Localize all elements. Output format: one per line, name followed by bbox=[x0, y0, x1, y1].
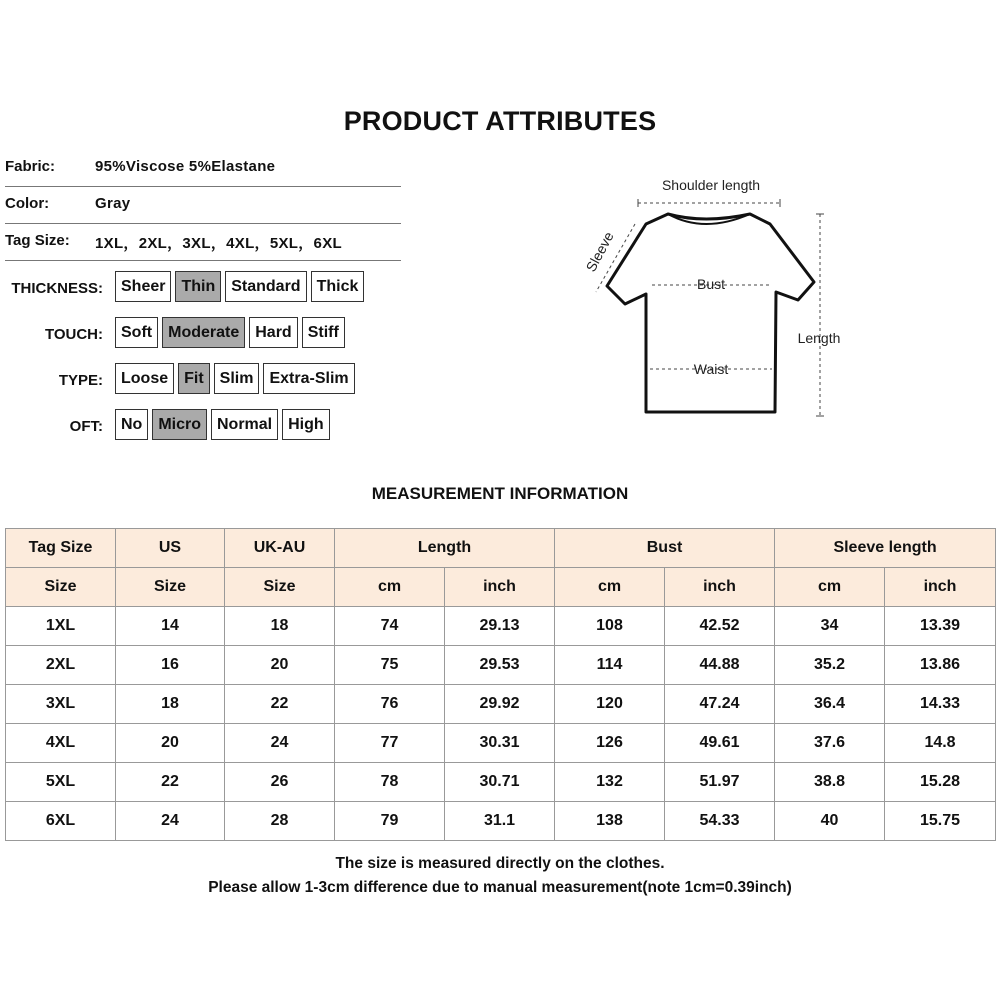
table-header-cell: Size bbox=[116, 568, 225, 607]
tshirt-icon bbox=[580, 172, 850, 422]
table-cell: 35.2 bbox=[775, 646, 885, 685]
table-cell: 20 bbox=[225, 646, 335, 685]
table-cell: 18 bbox=[116, 685, 225, 724]
table-header-cell: cm bbox=[775, 568, 885, 607]
table-cell: 74 bbox=[335, 607, 445, 646]
table-header-cell: Sleeve length bbox=[775, 529, 996, 568]
attr-label: Tag Size: bbox=[5, 232, 70, 249]
table-row bbox=[6, 646, 996, 685]
table-cell: 3XL bbox=[6, 685, 116, 724]
table-cell: 108 bbox=[555, 607, 665, 646]
table-cell: 76 bbox=[335, 685, 445, 724]
table-row bbox=[6, 802, 996, 841]
table-cell: 79 bbox=[335, 802, 445, 841]
option-chip[interactable]: No bbox=[115, 409, 148, 440]
table-cell: 13.86 bbox=[885, 646, 996, 685]
table-cell: 13.39 bbox=[885, 607, 996, 646]
table-cell: 34 bbox=[775, 607, 885, 646]
table-header-cell: cm bbox=[555, 568, 665, 607]
option-chip[interactable]: Extra-Slim bbox=[263, 363, 354, 394]
waist-label: Waist bbox=[693, 361, 729, 377]
option-chip[interactable]: Slim bbox=[214, 363, 260, 394]
option-chip[interactable]: Hard bbox=[249, 317, 297, 348]
table-cell: 14 bbox=[116, 607, 225, 646]
option-row bbox=[0, 317, 339, 349]
table-cell: 49.61 bbox=[665, 724, 775, 763]
table-cell: 54.33 bbox=[665, 802, 775, 841]
table-header-cell: Tag Size bbox=[6, 529, 116, 568]
table-cell: 20 bbox=[116, 724, 225, 763]
option-group bbox=[115, 271, 364, 302]
option-group bbox=[115, 409, 330, 440]
table-cell: 29.53 bbox=[445, 646, 555, 685]
option-chip[interactable]: High bbox=[282, 409, 330, 440]
tshirt-diagram bbox=[580, 172, 850, 422]
shoulder-label: Shoulder length bbox=[661, 177, 761, 193]
table-cell: 40 bbox=[775, 802, 885, 841]
table-cell: 22 bbox=[116, 763, 225, 802]
table-cell: 18 bbox=[225, 607, 335, 646]
table-cell: 22 bbox=[225, 685, 335, 724]
table-cell: 31.1 bbox=[445, 802, 555, 841]
option-chip[interactable]: Stiff bbox=[302, 317, 345, 348]
option-chip[interactable]: Normal bbox=[211, 409, 278, 440]
attr-tag-size bbox=[5, 223, 401, 261]
option-row-label: TOUCH: bbox=[44, 326, 103, 343]
table-cell: 29.13 bbox=[445, 607, 555, 646]
option-row bbox=[0, 271, 359, 303]
table-cell: 24 bbox=[116, 802, 225, 841]
table-header-cell: US bbox=[116, 529, 225, 568]
option-group bbox=[115, 317, 345, 348]
table-header-cell: Size bbox=[225, 568, 335, 607]
note-line-1: The size is measured directly on the clothes. bbox=[335, 855, 665, 872]
table-cell: 30.71 bbox=[445, 763, 555, 802]
table-cell: 6XL bbox=[6, 802, 116, 841]
table-row bbox=[6, 685, 996, 724]
table-row bbox=[6, 763, 996, 802]
option-chip[interactable]: Micro bbox=[152, 409, 207, 440]
attr-fabric bbox=[5, 149, 401, 187]
table-cell: 37.6 bbox=[775, 724, 885, 763]
option-chip[interactable]: Thick bbox=[311, 271, 365, 302]
table-header-cell: cm bbox=[335, 568, 445, 607]
table-cell: 132 bbox=[555, 763, 665, 802]
table-cell: 77 bbox=[335, 724, 445, 763]
table-header-cell: Bust bbox=[555, 529, 775, 568]
table-cell: 26 bbox=[225, 763, 335, 802]
table-cell: 4XL bbox=[6, 724, 116, 763]
table-cell: 5XL bbox=[6, 763, 116, 802]
length-label: Length bbox=[797, 330, 841, 346]
measurement-title: MEASUREMENT INFORMATION bbox=[371, 484, 629, 503]
table-row bbox=[6, 724, 996, 763]
table-cell: 24 bbox=[225, 724, 335, 763]
attr-color bbox=[5, 186, 401, 224]
table-cell: 138 bbox=[555, 802, 665, 841]
table-cell: 15.75 bbox=[885, 802, 996, 841]
table-header-cell: Length bbox=[335, 529, 555, 568]
option-chip[interactable]: Moderate bbox=[162, 317, 245, 348]
table-cell: 15.28 bbox=[885, 763, 996, 802]
attr-label: Fabric: bbox=[5, 158, 56, 175]
table-header-cell: inch bbox=[445, 568, 555, 607]
table-cell: 114 bbox=[555, 646, 665, 685]
table-cell: 51.97 bbox=[665, 763, 775, 802]
table-cell: 14.8 bbox=[885, 724, 996, 763]
table-header-row bbox=[6, 529, 996, 568]
option-row-label: TYPE: bbox=[58, 372, 103, 389]
attr-value: 95%Viscose 5%Elastane bbox=[95, 158, 276, 175]
option-chip[interactable]: Sheer bbox=[115, 271, 171, 302]
sleeve-label: Sleeve bbox=[582, 228, 617, 275]
attr-value: Gray bbox=[95, 195, 131, 212]
table-cell: 29.92 bbox=[445, 685, 555, 724]
table-cell: 47.24 bbox=[665, 685, 775, 724]
table-cell: 78 bbox=[335, 763, 445, 802]
table-subheader-row bbox=[6, 568, 996, 607]
table-cell: 38.8 bbox=[775, 763, 885, 802]
option-chip[interactable]: Standard bbox=[225, 271, 306, 302]
option-chip[interactable]: Soft bbox=[115, 317, 158, 348]
table-cell: 44.88 bbox=[665, 646, 775, 685]
option-chip[interactable]: Fit bbox=[178, 363, 210, 394]
table-cell: 14.33 bbox=[885, 685, 996, 724]
attr-value: 1XL，2XL，3XL，4XL，5XL，6XL bbox=[95, 235, 342, 252]
option-chip[interactable]: Thin bbox=[175, 271, 221, 302]
table-cell: 1XL bbox=[6, 607, 116, 646]
table-cell: 42.52 bbox=[665, 607, 775, 646]
measurement-table bbox=[5, 528, 996, 841]
option-row bbox=[0, 409, 324, 441]
option-row-label: OFT: bbox=[69, 418, 103, 435]
page-title: PRODUCT ATTRIBUTES bbox=[343, 106, 657, 136]
table-header-cell: Size bbox=[6, 568, 116, 607]
table-header-cell: inch bbox=[665, 568, 775, 607]
table-cell: 126 bbox=[555, 724, 665, 763]
table-header-cell: UK-AU bbox=[225, 529, 335, 568]
table-cell: 30.31 bbox=[445, 724, 555, 763]
option-chip[interactable]: Loose bbox=[115, 363, 174, 394]
table-header-cell: inch bbox=[885, 568, 996, 607]
note-line-2: Please allow 1-3cm difference due to manual measurement(note 1cm=0.39inch) bbox=[208, 879, 792, 896]
table-row bbox=[6, 607, 996, 646]
option-row-label: THICKNESS: bbox=[11, 280, 103, 297]
bust-label: Bust bbox=[696, 276, 726, 292]
option-group bbox=[115, 363, 355, 394]
table-cell: 16 bbox=[116, 646, 225, 685]
table-cell: 28 bbox=[225, 802, 335, 841]
table-cell: 75 bbox=[335, 646, 445, 685]
option-row bbox=[0, 363, 349, 395]
table-cell: 120 bbox=[555, 685, 665, 724]
table-cell: 36.4 bbox=[775, 685, 885, 724]
attr-label: Color: bbox=[5, 195, 50, 212]
table-cell: 2XL bbox=[6, 646, 116, 685]
